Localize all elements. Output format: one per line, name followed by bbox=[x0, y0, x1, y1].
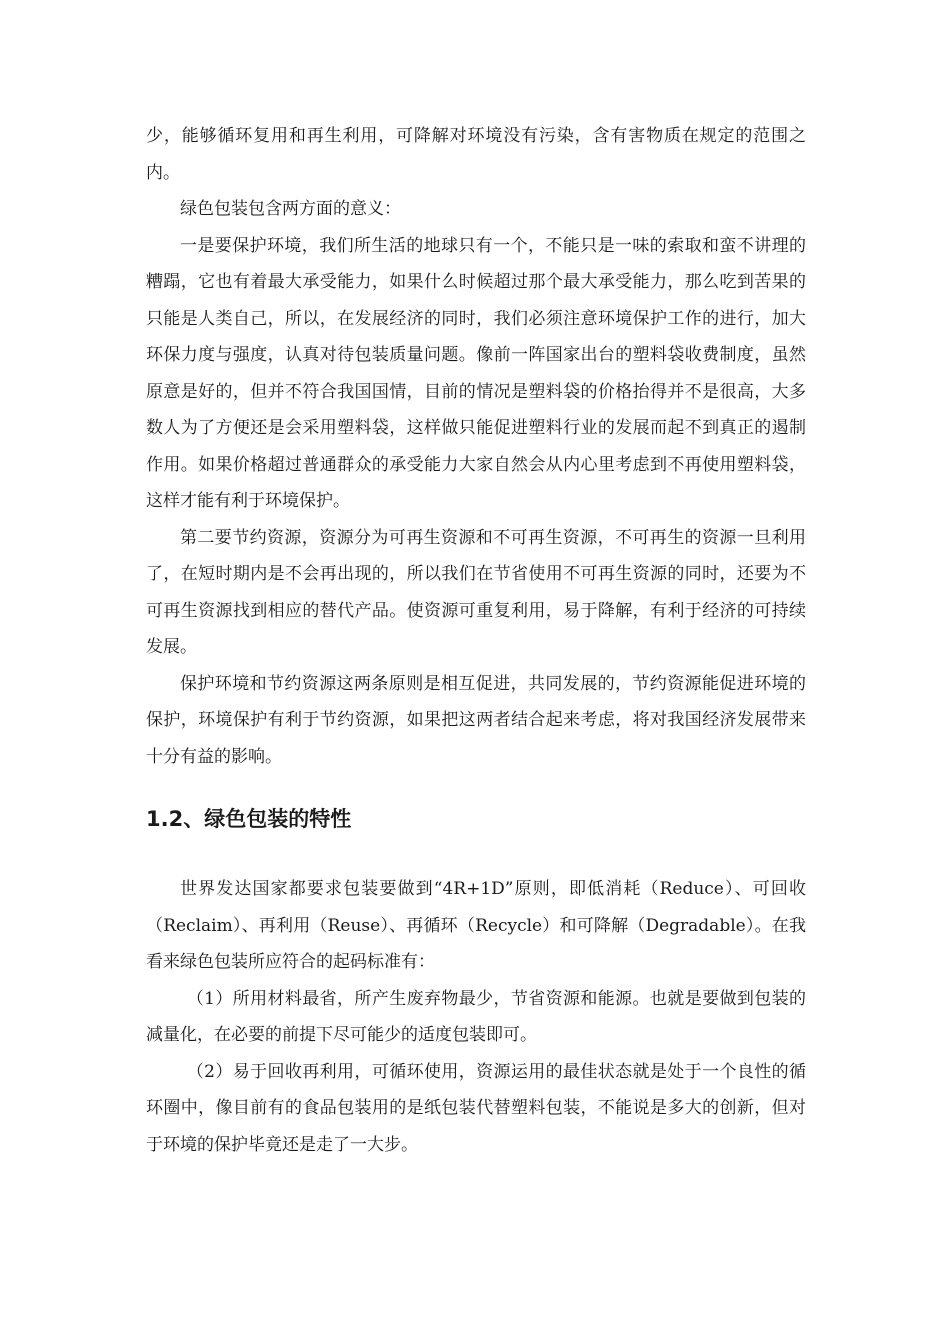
document-page bbox=[146, 118, 806, 1163]
section-heading: 1.2、绿色包装的特性 bbox=[146, 807, 352, 831]
paragraph-4r1d-principle: 世界发达国家都要求包装要做到“4R+1D”原则，即低消耗（Reduce）、可回收（Reclaim）、再利用（Reuse）、再循环（Recycle）和可降解（Degradable）。在我看来绿色包装所应符合的起码标准有： bbox=[146, 879, 806, 972]
list-item-1: （1）所用材料最省，所产生废弃物最少，节省资源和能源。也就是要做到包装的减量化，在必要的前提下尽可能少的适度包装即可。 bbox=[146, 988, 806, 1045]
paragraph-combined-principles: 保护环境和节约资源这两条原则是相互促进，共同发展的，节约资源能促进环境的保护，环境保护有利于节约资源，如果把这两者结合起来考虑，将对我国经济发展带来十分有益的影响。 bbox=[146, 673, 806, 767]
paragraph-protect-environment: 一是要保护环境，我们所生活的地球只有一个，不能只是一味的索取和蛮不讲理的糟蹋，它也有着最大承受能力，如果什么时候超过那个最大承受能力，那么吃到苦果的只能是人类自己，所以，在发展经济的同时，我们必须注意环境保护工作的进行，加大环保力度与强度，认真对待包装质量问题。像前一阵国家出台的塑料袋收费制度，虽然原意是好的，但并不符合我国国情，目前的情况是塑料袋的价格抬得并不是很高，大多数人为了方便还是会采用塑料袋，这样做只能促进塑料行业的发展而起不到真正的遏制作用。如果价格超过普通群众的承受能力大家自然会从内心里考虑到不再使用塑料袋，这样才能有利于环境保护。 bbox=[146, 235, 806, 511]
paragraph-meaning-intro: 绿色包装包含两方面的意义： bbox=[180, 199, 401, 219]
paragraph-save-resources: 第二要节约资源，资源分为可再生资源和不可再生资源，不可再生的资源一旦利用了，在短时期内是不会再出现的，所以我们在节省使用不可再生资源的同时，还要为不可再生资源找到相应的替代产品。使资源可重复利用，易于降解，有利于经济的可持续发展。 bbox=[146, 527, 806, 657]
list-item-2: （2）易于回收再利用，可循环使用，资源运用的最佳状态就是处于一个良性的循环圈中，像目前有的食品包装用的是纸包装代替塑料包装，不能说是多大的创新，但对于环境的保护毕竟还是走了一大步。 bbox=[146, 1061, 806, 1155]
paragraph-continuation: 少，能够循环复用和再生利用，可降解对环境没有污染，含有害物质在规定的范围之内。 bbox=[146, 126, 806, 183]
